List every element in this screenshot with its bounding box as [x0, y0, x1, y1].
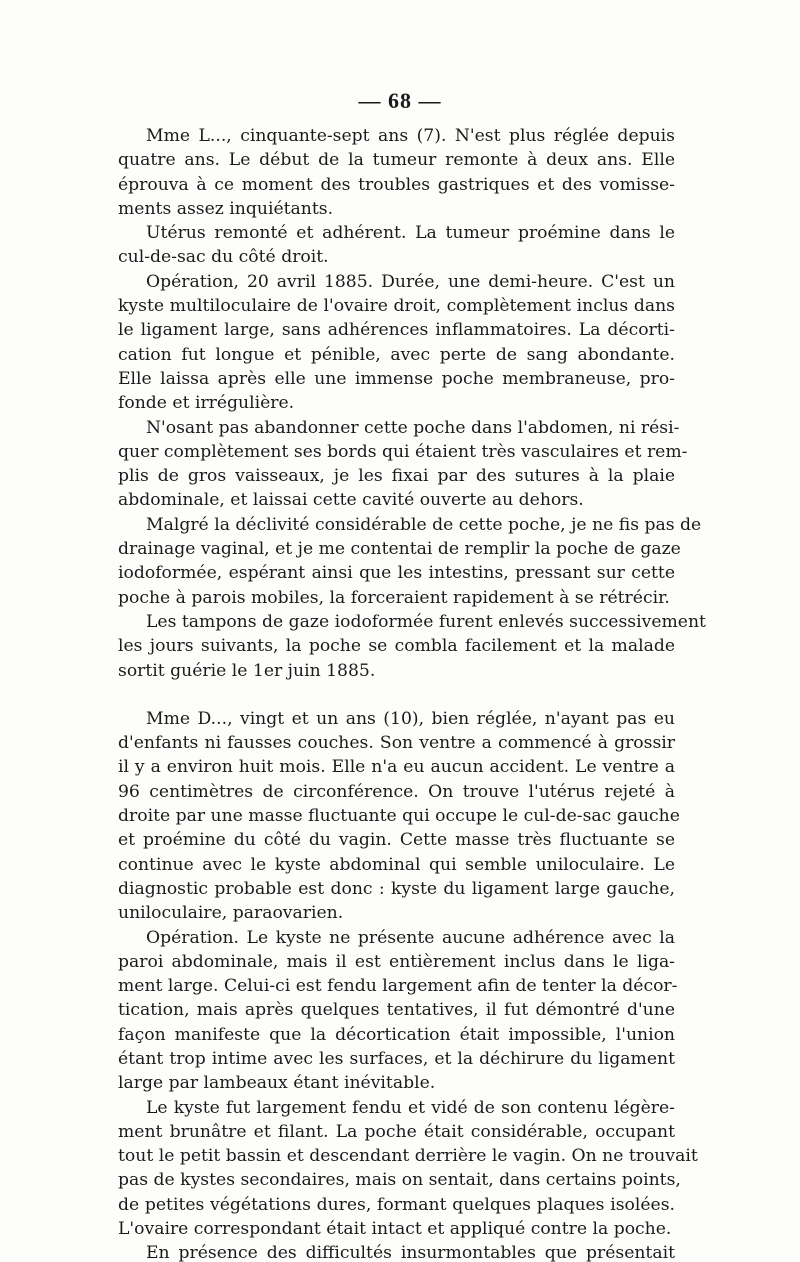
text-line: façon manifeste que la décortication était impossible, l'union — [118, 1024, 675, 1045]
text-line: Les tampons de gaze iodoformée furent enlevés successivement — [146, 611, 706, 632]
text-line: kyste multiloculaire de l'ovaire droit, complètement inclus dans — [118, 296, 675, 317]
text-line: fonde et irrégulière. — [118, 393, 295, 414]
text-line: Le kyste fut largement fendu et vidé de son contenu légère- — [146, 1097, 675, 1118]
text-line: iodoformée, espérant ainsi que les intestins, pressant sur cette — [118, 563, 675, 584]
paragraph — [118, 1241, 675, 1262]
paragraph — [118, 610, 706, 683]
text-line: N'osant pas abandonner cette poche dans l'abdomen, ni rési- — [146, 417, 680, 438]
text-line: le ligament large, sans adhérences inflammatoires. La décorti- — [118, 320, 675, 341]
text-line: diagnostic probable est donc : kyste du ligament large gauche, — [118, 878, 675, 899]
text-line: abdominale, et laissai cette cavité ouverte au dehors. — [118, 490, 584, 511]
text-line: il y a environ huit mois. Elle n'a eu aucun accident. Le ventre a — [118, 757, 675, 778]
text-line: tication, mais après quelques tentatives, il fut démontré d'une — [118, 1000, 675, 1021]
text-line: ment large. Celui-ci est fendu largement afin de tenter la décor- — [118, 976, 678, 997]
text-line: Utérus remonté et adhérent. La tumeur proémine dans le — [146, 223, 675, 244]
paragraph — [118, 270, 675, 416]
text-line: d'enfants ni fausses couches. Son ventre a commencé à grossir — [118, 733, 675, 754]
text-line: En présence des difficultés insurmontables que présentait — [146, 1243, 675, 1262]
paragraph — [118, 707, 680, 926]
text-line: quatre ans. Le début de la tumeur remonte à deux ans. Elle — [118, 150, 675, 171]
paragraph — [118, 1096, 698, 1242]
paragraph — [118, 124, 675, 221]
text-line: ments assez inquiétants. — [118, 198, 334, 219]
text-line: continue avec le kyste abdominal qui semble uniloculaire. Le — [118, 854, 675, 875]
text-line: large par lambeaux étant inévitable. — [118, 1073, 436, 1094]
text-line: les jours suivants, la poche se combla facilement et la malade — [118, 636, 675, 657]
text-line: et proémine du côté du vagin. Cette masse très fluctuante se — [118, 830, 675, 851]
text-line: éprouva à ce moment des troubles gastriques et des vomisse- — [118, 174, 675, 195]
section-gap — [118, 683, 675, 707]
text-line: Malgré la déclivité considérable de cette poche, je ne fis pas de — [146, 514, 702, 535]
text-line: de petites végétations dures, formant quelques plaques isolées. — [118, 1194, 675, 1215]
text-line: droite par une masse fluctuante qui occupe le cul-de-sac gauche — [118, 806, 680, 827]
paragraph — [118, 513, 702, 610]
page-number: — 68 — — [358, 88, 442, 113]
text-line: plis de gros vaisseaux, je les fixai par des sutures à la plaie — [118, 466, 675, 487]
text-line: Opération, 20 avril 1885. Durée, une demi-heure. C'est un — [146, 271, 675, 292]
text-line: L'ovaire correspondant était intact et appliqué contre la poche. — [118, 1219, 672, 1240]
text-line: poche à parois mobiles, la forceraient rapidement à se rétrécir. — [118, 587, 670, 608]
paragraph — [118, 416, 688, 513]
paragraph — [118, 221, 675, 270]
text-line: étant trop intime avec les surfaces, et la déchirure du ligament — [118, 1048, 675, 1069]
text-line: drainage vaginal, et je me contentai de remplir la poche de gaze — [118, 539, 681, 560]
text-line: tout le petit bassin et descendant derrière le vagin. On ne trouvait — [118, 1146, 698, 1167]
text-line: paroi abdominale, mais il est entièrement inclus dans le liga- — [118, 951, 675, 972]
text-line: cul-de-sac du côté droit. — [118, 247, 329, 268]
text-line: Mme L..., cinquante-sept ans (7). N'est plus réglée depuis — [146, 126, 675, 146]
text-line: sortit guérie le 1er juin 1885. — [118, 660, 376, 681]
text-line: 96 centimètres de circonférence. On trouve l'utérus rejeté à — [118, 781, 675, 802]
text-line: ment brunâtre et filant. La poche était considérable, occupant — [118, 1121, 675, 1142]
paragraph — [118, 926, 678, 1096]
text-line: cation fut longue et pénible, avec perte de sang abondante. — [118, 344, 675, 365]
text-line: pas de kystes secondaires, mais on sentait, dans certains points, — [118, 1170, 681, 1191]
text-line: Mme D..., vingt et un ans (10), bien réglée, n'ayant pas eu — [146, 708, 675, 729]
text-line: Opération. Le kyste ne présente aucune adhérence avec la — [146, 927, 675, 948]
body-text — [118, 124, 706, 1262]
text-line: quer complètement ses bords qui étaient très vasculaires et rem- — [118, 441, 688, 462]
text-line: Elle laissa après elle une immense poche membraneuse, pro- — [118, 368, 675, 389]
text-line: uniloculaire, paraovarien. — [118, 903, 344, 924]
